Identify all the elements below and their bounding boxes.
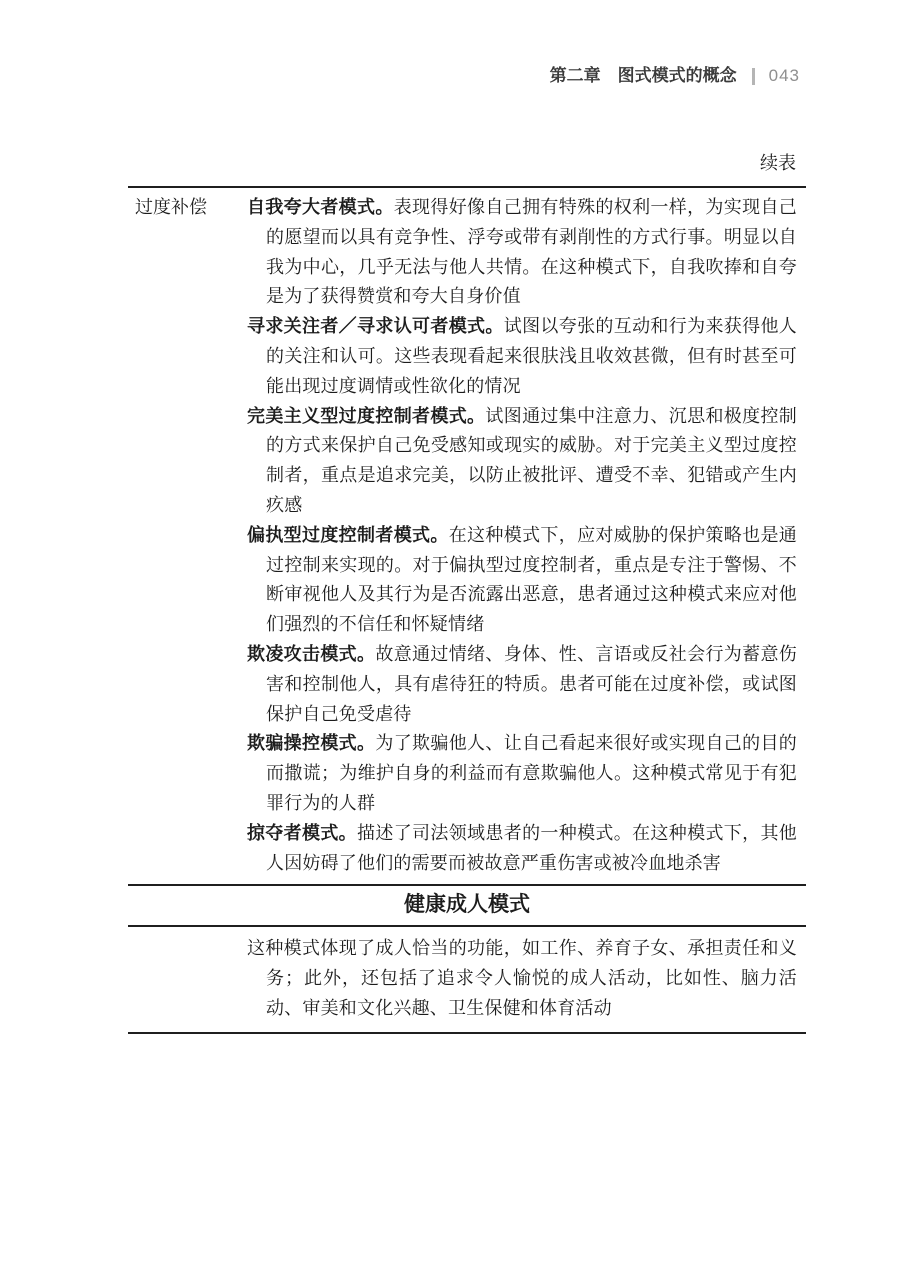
chapter-number: 第二章 <box>549 66 601 85</box>
mode-paragraph <box>247 640 797 729</box>
mode-paragraph <box>247 312 797 401</box>
mode-name: 完美主义型过度控制者模式。 <box>247 405 486 426</box>
chapter-title: 图式模式的概念 <box>617 66 737 85</box>
mode-list <box>247 193 806 878</box>
running-head <box>550 64 800 88</box>
category-cell-empty <box>128 934 247 1023</box>
healthy-adult-cell <box>247 934 806 1023</box>
mode-name: 掠夺者模式。 <box>247 822 358 843</box>
mode-paragraph <box>247 193 797 312</box>
mode-description: 试图通过集中注意力、沉思和极度控制的方式来保护自己免受感知或现实的威胁。对于完美主义型过度控制者，重点是追求完美，以防止被批评、遭受不幸、犯错或产生内疚感 <box>266 405 797 515</box>
mode-description: 描述了司法领域患者的一种模式。在这种模式下，其他人因妨碍了他们的需要而被故意严重伤害或被冷血地杀害 <box>266 822 797 873</box>
table-row-healthy-adult <box>128 927 806 1031</box>
mode-description: 故意通过情绪、身体、性、言语或反社会行为蓄意伤害和控制他人，具有虐待狂的特质。患者可能在过度补偿，或试图保护自己免受虐待 <box>266 643 797 724</box>
mode-name: 欺骗操控模式。 <box>247 733 376 754</box>
mode-name: 自我夸大者模式。 <box>247 197 394 217</box>
schema-modes-table <box>128 186 806 1034</box>
mode-name: 寻求关注者／寻求认可者模式。 <box>247 316 504 337</box>
section-header-healthy-adult: 健康成人模式 <box>128 884 806 927</box>
mode-name: 欺凌攻击模式。 <box>247 643 376 664</box>
mode-paragraph <box>247 819 797 879</box>
mode-description: 表现得好像自己拥有特殊的权利一样，为实现自己的愿望而以具有竞争性、浮夸或带有剥削性的方式行事。明显以自我为中心，几乎无法与他人共情。在这种模式下，自我吹捧和自夸是为了获得赞赏和夸大自身价值 <box>266 197 797 307</box>
continued-table-label: 续表 <box>760 153 796 173</box>
healthy-adult-description: 这种模式体现了成人恰当的功能，如工作、养育子女、承担责任和义务；此外，还包括了追求令人愉悦的成人活动，比如性、脑力活动、审美和文化兴趣、卫生保健和体育活动 <box>247 938 797 1018</box>
mode-description: 试图以夸张的互动和行为来获得他人的关注和认可。这些表现看起来很肤浅且收效甚微，但有时甚至可能出现过度调情或性欲化的情况 <box>266 316 797 396</box>
page-number: 043 <box>768 66 800 85</box>
table-row-overcompensation <box>128 188 806 884</box>
mode-paragraph <box>247 402 797 521</box>
mode-paragraph <box>247 521 797 640</box>
mode-description: 在这种模式下，应对威胁的保护策略也是通过控制来实现的。对于偏执型过度控制者，重点是专注于警惕、不断审视他人及其行为是否流露出恶意，患者通过这种模式来应对他们强烈的不信任和怀疑情绪 <box>266 524 797 635</box>
category-cell: 过度补偿 <box>135 197 207 217</box>
mode-paragraph <box>247 729 797 818</box>
header-divider-bar <box>752 68 755 85</box>
mode-name: 偏执型过度控制者模式。 <box>247 524 449 545</box>
mode-description: 为了欺骗他人、让自己看起来很好或实现自己的目的而撒谎；为维护自身的利益而有意欺骗他人。这种模式常见于有犯罪行为的人群 <box>266 733 797 813</box>
